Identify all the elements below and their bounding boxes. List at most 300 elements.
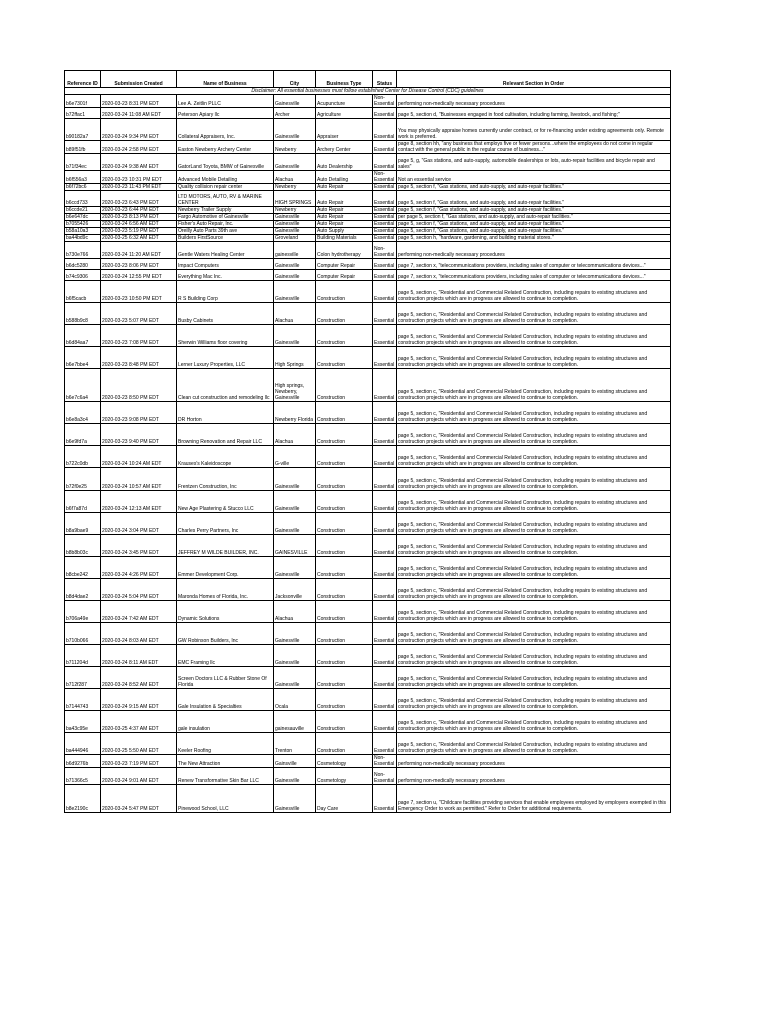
cell-business-type: Construction xyxy=(316,733,373,755)
cell-status: Essential xyxy=(373,214,397,221)
table-row xyxy=(65,95,671,108)
cell-reference-id: b7144743 xyxy=(65,689,101,711)
cell-business-name: Gentle Waters Healing Center xyxy=(177,242,274,259)
cell-city: Gainesville xyxy=(274,221,316,228)
cell-city: Alachua xyxy=(274,302,316,324)
cell-city: Gainesville xyxy=(274,468,316,490)
cell-business-name: Builders FirstSource xyxy=(177,235,274,242)
cell-status: Essential xyxy=(373,512,397,534)
cell-reference-id: b6d9276b xyxy=(65,755,101,768)
cell-relevant-section: page 5, section c, "Residential and Commercial Related Construction, including repairs to existing structures and construction projects which are in progress are allowed to continue to completion. xyxy=(397,490,671,512)
cell-city: Gainesville xyxy=(274,490,316,512)
cell-relevant-section: page 5, section c, "Residential and Commercial Related Construction, including repairs to existing structures and construction projects which are in progress are allowed to continue to completion. xyxy=(397,645,671,667)
cell-status: Essential xyxy=(373,269,397,280)
cell-reference-id: b6f5cacb xyxy=(65,280,101,302)
cell-reference-id: b6e647dc xyxy=(65,214,101,221)
cell-business-name: EMC Framing llc xyxy=(177,645,274,667)
cell-reference-id: b6f556a3 xyxy=(65,170,101,183)
cell-relevant-section: page 5, section c, "Residential and Commercial Related Construction, including repairs to existing structures and construction projects which are in progress are allowed to continue to completion. xyxy=(397,402,671,424)
cell-submission-created: 2020-03-24 9:15 AM EDT xyxy=(101,689,177,711)
cell-relevant-section: page 8, section hh, "any business that employs five or fewer persons...where the employees do not come in regular contact with the general public in the regular course of business..." xyxy=(397,141,671,154)
cell-submission-created: 2020-03-24 6:56 AM EDT xyxy=(101,221,177,228)
cell-business-name: Dynamic Solutions xyxy=(177,600,274,622)
table-row xyxy=(65,623,671,645)
table-row xyxy=(65,347,671,369)
cell-status: Essential xyxy=(373,711,397,733)
cell-business-type: Construction xyxy=(316,347,373,369)
cell-business-name: Renew Transformative Skin Bar LLC xyxy=(177,768,274,785)
cell-reference-id: b6e7bbe4 xyxy=(65,347,101,369)
cell-submission-created: 2020-03-23 7:08 PM EDT xyxy=(101,324,177,346)
cell-business-name: Clean cut construction and remodeling llc xyxy=(177,369,274,402)
cell-relevant-section: You may physically appraise homes currently under contract, or for re-financing under existing agreements only. Remote work is preferred. xyxy=(397,119,671,141)
cell-business-type: Construction xyxy=(316,302,373,324)
table-row xyxy=(65,468,671,490)
cell-business-type: Auto Detailing xyxy=(316,170,373,183)
cell-reference-id: b6e9fd7a xyxy=(65,424,101,446)
table-row xyxy=(65,689,671,711)
cell-relevant-section: performing non-medically necessary procedures xyxy=(397,768,671,785)
cell-submission-created: 2020-03-24 3:45 PM EDT xyxy=(101,534,177,556)
cell-business-name: Keeler Roofing xyxy=(177,733,274,755)
cell-reference-id: b89f51fb xyxy=(65,141,101,154)
table-row xyxy=(65,235,671,242)
cell-relevant-section: page 5, section c, "Residential and Commercial Related Construction, including repairs to existing structures and construction projects which are in progress are allowed to continue to completion. xyxy=(397,534,671,556)
cell-business-type: Archery Center xyxy=(316,141,373,154)
cell-business-type: Construction xyxy=(316,667,373,689)
cell-status: Essential xyxy=(373,154,397,171)
cell-business-type: Auto Repair xyxy=(316,207,373,214)
cell-city: Groveland xyxy=(274,235,316,242)
cell-submission-created: 2020-03-23 8:48 PM EDT xyxy=(101,347,177,369)
cell-business-name: Advanced Mobile Detailing xyxy=(177,170,274,183)
cell-submission-created: 2020-03-25 4:37 AM EDT xyxy=(101,711,177,733)
cell-reference-id: b6f72bc6 xyxy=(65,183,101,190)
cell-submission-created: 2020-03-23 10:31 PM EDT xyxy=(101,170,177,183)
cell-business-type: Construction xyxy=(316,623,373,645)
cell-submission-created: 2020-03-23 6:44 PM EDT xyxy=(101,207,177,214)
cell-submission-created: 2020-03-24 2:58 PM EDT xyxy=(101,141,177,154)
cell-city: Gainesville xyxy=(274,228,316,235)
cell-submission-created: 2020-03-24 12:55 PM EDT xyxy=(101,269,177,280)
cell-business-type: Construction xyxy=(316,369,373,402)
cell-business-type: Auto Repair xyxy=(316,221,373,228)
cell-status: Essential xyxy=(373,667,397,689)
cell-city: Gainsville xyxy=(274,755,316,768)
cell-relevant-section: page 5, section c, "Residential and Commercial Related Construction, including repairs to existing structures and construction projects which are in progress are allowed to continue to completion. xyxy=(397,578,671,600)
cell-relevant-section: page 5, section c, "Residential and Commercial Related Construction, including repairs to existing structures and construction projects which are in progress are allowed to continue to completion. xyxy=(397,512,671,534)
cell-city: Gainesville xyxy=(274,667,316,689)
cell-status: Essential xyxy=(373,578,397,600)
cell-business-name: GW Robinson Builders, Inc xyxy=(177,623,274,645)
cell-status: Essential xyxy=(373,556,397,578)
cell-reference-id: b6ccde21 xyxy=(65,207,101,214)
cell-relevant-section: page 5, section c, "Residential and Commercial Related Construction, including repairs to existing structures and construction projects which are in progress are allowed to continue to completion. xyxy=(397,623,671,645)
table-row xyxy=(65,154,671,171)
cell-business-name: Lee A. Zeitlin PLLC xyxy=(177,95,274,108)
cell-business-name: Easton Newberry Archery Center xyxy=(177,141,274,154)
cell-business-name: JEFFREY M WILDE BUILDER, INC. xyxy=(177,534,274,556)
cell-reference-id: b730e766 xyxy=(65,242,101,259)
cell-relevant-section: per page 5, section f, "Gas stations, and auto-supply, and auto-repair facilities." xyxy=(397,214,671,221)
cell-submission-created: 2020-03-24 8:52 AM EDT xyxy=(101,667,177,689)
cell-city: Gainesville xyxy=(274,214,316,221)
cell-relevant-section: page 5, section c, "Residential and Commercial Related Construction, including repairs to existing structures and construction projects which are in progress are allowed to continue to completion. xyxy=(397,369,671,402)
cell-city: Jacksonville xyxy=(274,578,316,600)
table-row xyxy=(65,258,671,269)
cell-relevant-section: page 5, section c, "Residential and Commercial Related Construction, including repairs to existing structures and construction projects which are in progress are allowed to continue to completion. xyxy=(397,280,671,302)
table-row xyxy=(65,534,671,556)
cell-reference-id: b74c9306 xyxy=(65,269,101,280)
cell-relevant-section: page 5, section f, "Gas stations, and auto-supply, and auto-repair facilities." xyxy=(397,228,671,235)
cell-status: Essential xyxy=(373,446,397,468)
table-row xyxy=(65,108,671,119)
cell-relevant-section: page 5, section c, "Residential and Commercial Related Construction, including repairs to existing structures and construction projects which are in progress are allowed to continue to completion. xyxy=(397,424,671,446)
cell-submission-created: 2020-03-24 4:26 PM EDT xyxy=(101,556,177,578)
cell-submission-created: 2020-03-24 10:24 AM EDT xyxy=(101,446,177,468)
cell-submission-created: 2020-03-23 10:50 PM EDT xyxy=(101,280,177,302)
table-row xyxy=(65,369,671,402)
cell-business-type: Construction xyxy=(316,468,373,490)
cell-reference-id: b6d84aa7 xyxy=(65,324,101,346)
cell-status: Essential xyxy=(373,623,397,645)
cell-relevant-section: performing non-medically necessary procedures xyxy=(397,242,671,259)
cell-status: Essential xyxy=(373,733,397,755)
cell-city: Gainesville xyxy=(274,324,316,346)
cell-business-name: Oreilly Auto Parts 39th ave xyxy=(177,228,274,235)
cell-status: Essential xyxy=(373,302,397,324)
cell-status: Essential xyxy=(373,280,397,302)
cell-reference-id: b712f287 xyxy=(65,667,101,689)
cell-business-name: Peterson Apiary llc xyxy=(177,108,274,119)
cell-business-name: The New Attraction xyxy=(177,755,274,768)
col-header-submission-created: Submission Created xyxy=(101,71,177,88)
col-header-section: Relevant Section in Order xyxy=(397,71,671,88)
cell-reference-id: b58a10a3 xyxy=(65,228,101,235)
cell-status: Essential xyxy=(373,324,397,346)
cell-submission-created: 2020-03-23 6:43 PM EDT xyxy=(101,190,177,207)
cell-relevant-section: performing non-medically necessary procedures xyxy=(397,95,671,108)
cell-business-type: Construction xyxy=(316,711,373,733)
table-row xyxy=(65,221,671,228)
cell-business-name: Krauses's Kaleidoscope xyxy=(177,446,274,468)
cell-status: Essential xyxy=(373,190,397,207)
cell-reference-id: b711204d xyxy=(65,645,101,667)
cell-reference-id: b6e7301f xyxy=(65,95,101,108)
cell-business-type: Auto Repair xyxy=(316,190,373,207)
cell-business-type: Construction xyxy=(316,424,373,446)
cell-business-type: Auto Supply xyxy=(316,228,373,235)
cell-business-name: Collateral Appraisers, Inc. xyxy=(177,119,274,141)
cell-submission-created: 2020-03-24 9:38 AM EDT xyxy=(101,154,177,171)
cell-status: Essential xyxy=(373,119,397,141)
cell-reference-id: b8cbe242 xyxy=(65,556,101,578)
cell-relevant-section: page 5, section c, "Residential and Commercial Related Construction, including repairs to existing structures and construction projects which are in progress are allowed to continue to completion. xyxy=(397,667,671,689)
cell-business-name: Screen Doctors LLC & Rubber Stone Of Florida xyxy=(177,667,274,689)
cell-city: Newberry xyxy=(274,141,316,154)
table-row xyxy=(65,755,671,768)
cell-reference-id: ba444946 xyxy=(65,733,101,755)
cell-relevant-section: page 5, section f, "Gas stations, and auto-supply, and auto-repair facilities." xyxy=(397,221,671,228)
cell-city: HIGH SPRINGS xyxy=(274,190,316,207)
cell-submission-created: 2020-03-23 9:40 PM EDT xyxy=(101,424,177,446)
cell-city: Gainesville xyxy=(274,556,316,578)
cell-status: Essential xyxy=(373,141,397,154)
cell-submission-created: 2020-03-23 8:31 PM EDT xyxy=(101,95,177,108)
cell-relevant-section: page 5, section c, "Residential and Commercial Related Construction, including repairs to existing structures and construction projects which are in progress are allowed to continue to completion. xyxy=(397,556,671,578)
cell-business-type: Acupuncture xyxy=(316,95,373,108)
table-row xyxy=(65,141,671,154)
cell-business-name: Impact Computers xyxy=(177,258,274,269)
header-row xyxy=(65,71,671,88)
cell-city: Gainesville xyxy=(274,645,316,667)
cell-status: Essential xyxy=(373,534,397,556)
cell-reference-id: b72f0e25 xyxy=(65,468,101,490)
cell-city: Alachua xyxy=(274,600,316,622)
cell-submission-created: 2020-03-23 8:13 PM EDT xyxy=(101,214,177,221)
cell-relevant-section: page 5, section c, "Residential and Commercial Related Construction, including repairs to existing structures and construction projects which are in progress are allowed to continue to completion. xyxy=(397,689,671,711)
table-row xyxy=(65,667,671,689)
cell-business-name: Newberry Trailer Supply xyxy=(177,207,274,214)
cell-city: Gainesville xyxy=(274,785,316,813)
cell-business-name: Browning Renovation and Repair LLC xyxy=(177,424,274,446)
cell-business-name: Emmer Development Corp. xyxy=(177,556,274,578)
cell-business-name: gale insulation xyxy=(177,711,274,733)
cell-relevant-section: page 5, section c, "Residential and Commercial Related Construction, including repairs to existing structures and construction projects which are in progress are allowed to continue to completion. xyxy=(397,446,671,468)
cell-relevant-section: page 5, section c, "Residential and Commercial Related Construction, including repairs to existing structures and construction projects which are in progress are allowed to continue to completion. xyxy=(397,733,671,755)
cell-city: High Springs xyxy=(274,347,316,369)
cell-city: Gainesville xyxy=(274,269,316,280)
cell-submission-created: 2020-03-24 8:03 AM EDT xyxy=(101,623,177,645)
cell-submission-created: 2020-03-24 10:57 AM EDT xyxy=(101,468,177,490)
cell-business-name: Gale Insulation & Specialties xyxy=(177,689,274,711)
table-row xyxy=(65,119,671,141)
cell-business-type: Computer Repair xyxy=(316,258,373,269)
cell-city: Newberry xyxy=(274,183,316,190)
table-row xyxy=(65,645,671,667)
cell-city: G-ville xyxy=(274,446,316,468)
cell-submission-created: 2020-03-24 11:08 AM EDT xyxy=(101,108,177,119)
table-row xyxy=(65,324,671,346)
cell-status: Essential xyxy=(373,689,397,711)
cell-business-type: Construction xyxy=(316,556,373,578)
table-row xyxy=(65,302,671,324)
cell-submission-created: 2020-03-24 5:47 PM EDT xyxy=(101,785,177,813)
cell-city: Archer xyxy=(274,108,316,119)
cell-reference-id: b90182a7 xyxy=(65,119,101,141)
cell-relevant-section: page 5, section c, "Residential and Commercial Related Construction, including repairs to existing structures and construction projects which are in progress are allowed to continue to completion. xyxy=(397,324,671,346)
cell-reference-id: b8a9bae9 xyxy=(65,512,101,534)
cell-city: Newberry xyxy=(274,207,316,214)
table-row xyxy=(65,512,671,534)
cell-business-name: Fargo Automotive of Gainesville xyxy=(177,214,274,221)
cell-reference-id: b6dc5280 xyxy=(65,258,101,269)
cell-business-type: Construction xyxy=(316,280,373,302)
cell-city: Gainesville xyxy=(274,623,316,645)
cell-reference-id: b72ffac1 xyxy=(65,108,101,119)
cell-business-type: Auto Repair xyxy=(316,214,373,221)
cell-status: Non-Essential xyxy=(373,768,397,785)
table-row xyxy=(65,228,671,235)
cell-reference-id: ba44bd9c xyxy=(65,235,101,242)
table-row xyxy=(65,785,671,813)
cell-business-type: Construction xyxy=(316,446,373,468)
col-header-status: Status xyxy=(373,71,397,88)
cell-status: Essential xyxy=(373,183,397,190)
cell-reference-id: b6e8a3c4 xyxy=(65,402,101,424)
cell-relevant-section: page 5, section d, "Businesses engaged in food cultivation, including farming, livestock, and fishing;" xyxy=(397,108,671,119)
table-row xyxy=(65,190,671,207)
cell-status: Non-Essential xyxy=(373,95,397,108)
cell-city: Ocala xyxy=(274,689,316,711)
cell-relevant-section: page 5, section c, "Residential and Commercial Related Construction, including repairs to existing structures and construction projects which are in progress are allowed to continue to completion. xyxy=(397,711,671,733)
cell-relevant-section: page 5, section f, "Gas stations, and auto-supply, and auto-repair facilities." xyxy=(397,183,671,190)
cell-city: Trenton xyxy=(274,733,316,755)
cell-reference-id: b8e2190c xyxy=(65,785,101,813)
table-row xyxy=(65,578,671,600)
cell-business-name: Maronda Homes of Florida, Inc. xyxy=(177,578,274,600)
cell-status: Essential xyxy=(373,369,397,402)
cell-status: Non-Essential xyxy=(373,170,397,183)
cell-submission-created: 2020-03-24 3:04 PM EDT xyxy=(101,512,177,534)
cell-business-type: Cosmetology xyxy=(316,755,373,768)
cell-city: Alachua xyxy=(274,170,316,183)
cell-city: Gainesville xyxy=(274,154,316,171)
col-header-reference-id: Reference ID xyxy=(65,71,101,88)
cell-city: Alachua xyxy=(274,424,316,446)
cell-reference-id: b6f7a87d xyxy=(65,490,101,512)
cell-relevant-section: page 5, section h, "hardware, gardening, and building material stores." xyxy=(397,235,671,242)
cell-submission-created: 2020-03-24 7:42 AM EDT xyxy=(101,600,177,622)
cell-business-name: Lerner Luxury Properties, LLC xyxy=(177,347,274,369)
cell-reference-id: b8d4dae2 xyxy=(65,578,101,600)
cell-relevant-section: Not an essential service xyxy=(397,170,671,183)
cell-submission-created: 2020-03-23 11:43 PM EDT xyxy=(101,183,177,190)
table-row xyxy=(65,183,671,190)
table-row xyxy=(65,600,671,622)
table-row xyxy=(65,556,671,578)
col-header-city: City xyxy=(274,71,316,88)
cell-reference-id: b71f34ec xyxy=(65,154,101,171)
essential-business-table xyxy=(64,70,671,813)
cell-business-name: Frentzen Construction, Inc xyxy=(177,468,274,490)
cell-business-type: Construction xyxy=(316,600,373,622)
cell-reference-id: b588b9c8 xyxy=(65,302,101,324)
cell-reference-id: b6ccd733 xyxy=(65,190,101,207)
cell-reference-id: b8b8b03c xyxy=(65,534,101,556)
cell-business-type: Construction xyxy=(316,689,373,711)
cell-relevant-section: page 5, section f, "Gas stations, and auto-supply, and auto-repair facilities." xyxy=(397,190,671,207)
table-row xyxy=(65,711,671,733)
col-header-business-name: Name of Business xyxy=(177,71,274,88)
cell-business-type: Cosmetology xyxy=(316,768,373,785)
cell-status: Non-Essential xyxy=(373,242,397,259)
cell-submission-created: 2020-03-23 7:19 PM EDT xyxy=(101,755,177,768)
cell-relevant-section: page 5, section c, "Residential and Commercial Related Construction, including repairs to existing structures and construction projects which are in progress are allowed to continue to completion. xyxy=(397,347,671,369)
table-row xyxy=(65,424,671,446)
cell-submission-created: 2020-03-24 5:04 PM EDT xyxy=(101,578,177,600)
cell-city: Gainesville xyxy=(274,95,316,108)
cell-reference-id: b71366c5 xyxy=(65,768,101,785)
cell-relevant-section: page 5, g, "Gas stations, and auto-supply, automobile dealerships or lots, auto-repair facilities and bicycle repair and sales" xyxy=(397,154,671,171)
cell-relevant-section: page 7, section x, "telecommunications providers, including sales of computer or telecommunications devices..." xyxy=(397,269,671,280)
cell-business-type: Construction xyxy=(316,490,373,512)
cell-reference-id: b722c0db xyxy=(65,446,101,468)
cell-city: Gainesville xyxy=(274,119,316,141)
col-header-business-type: Business Type xyxy=(316,71,373,88)
cell-business-name: Everything Mac Inc. xyxy=(177,269,274,280)
cell-submission-created: 2020-03-24 12:13 AM EDT xyxy=(101,490,177,512)
table-row xyxy=(65,733,671,755)
table-row xyxy=(65,446,671,468)
cell-submission-created: 2020-03-24 8:11 AM EDT xyxy=(101,645,177,667)
cell-relevant-section: page 5, section c, "Residential and Commercial Related Construction, including repairs to existing structures and construction projects which are in progress are allowed to continue to completion. xyxy=(397,302,671,324)
cell-reference-id: b7055426 xyxy=(65,221,101,228)
cell-city: gainesville xyxy=(274,242,316,259)
cell-city: Gainesville xyxy=(274,512,316,534)
cell-status: Essential xyxy=(373,258,397,269)
cell-submission-created: 2020-03-23 5:19 PM EDT xyxy=(101,228,177,235)
cell-business-type: Construction xyxy=(316,578,373,600)
cell-status: Essential xyxy=(373,207,397,214)
cell-status: Essential xyxy=(373,235,397,242)
cell-city: Gainesville xyxy=(274,258,316,269)
cell-business-type: Auto Dealership xyxy=(316,154,373,171)
disclaimer-text: Disclaimer: All essential businesses must follow established Center for Disease Control (CDC) guidelines xyxy=(65,88,671,95)
cell-relevant-section: page 5, section f, "Gas stations, and auto-supply, and auto-repair facilities." xyxy=(397,207,671,214)
cell-submission-created: 2020-03-25 6:32 AM EDT xyxy=(101,235,177,242)
cell-city: High springs, Newberry, Gainesville xyxy=(274,369,316,402)
cell-city: Gainesville xyxy=(274,280,316,302)
cell-business-type: Building Materials xyxy=(316,235,373,242)
spreadsheet-page xyxy=(64,70,670,813)
cell-relevant-section: page 7, section u, "Childcare facilities providing services that enable employees employed by employers exempted in this Emergency Order to work as permitted." Refer to Order for additional requirements. xyxy=(397,785,671,813)
cell-submission-created: 2020-03-24 9:34 PM EDT xyxy=(101,119,177,141)
cell-submission-created: 2020-03-23 5:07 PM EDT xyxy=(101,302,177,324)
cell-business-name: GatorLand Toyota, BMW of Gainesville xyxy=(177,154,274,171)
cell-business-type: Agriculture xyxy=(316,108,373,119)
cell-business-type: Day Care xyxy=(316,785,373,813)
cell-business-name: Quality collision repair center xyxy=(177,183,274,190)
cell-submission-created: 2020-03-24 9:01 AM EDT xyxy=(101,768,177,785)
cell-relevant-section: page 7, section x, "telecommunications providers, including sales of computer or telecommunications devices..." xyxy=(397,258,671,269)
cell-business-type: Auto Repair xyxy=(316,183,373,190)
cell-business-type: Construction xyxy=(316,645,373,667)
cell-city: gainesauville xyxy=(274,711,316,733)
cell-business-name: Sherwin Williams floor covering xyxy=(177,324,274,346)
cell-relevant-section: page 5, section c, "Residential and Commercial Related Construction, including repairs to existing structures and construction projects which are in progress are allowed to continue to completion. xyxy=(397,600,671,622)
cell-business-name: LTD MOTORS, AUTO, RV & MARINE CENTER xyxy=(177,190,274,207)
table-row xyxy=(65,280,671,302)
table-row xyxy=(65,269,671,280)
cell-business-type: Appraiser xyxy=(316,119,373,141)
cell-status: Essential xyxy=(373,468,397,490)
table-row xyxy=(65,402,671,424)
cell-status: Essential xyxy=(373,490,397,512)
cell-business-name: R S Building Corp xyxy=(177,280,274,302)
cell-status: Essential xyxy=(373,600,397,622)
table-row xyxy=(65,490,671,512)
cell-status: Essential xyxy=(373,402,397,424)
table-row xyxy=(65,768,671,785)
cell-business-name: Pinewood School, LLC xyxy=(177,785,274,813)
cell-status: Non-Essential xyxy=(373,755,397,768)
cell-status: Essential xyxy=(373,785,397,813)
cell-status: Essential xyxy=(373,228,397,235)
cell-relevant-section: performing non-medically necessary procedures xyxy=(397,755,671,768)
table-body xyxy=(65,95,671,813)
cell-business-type: Construction xyxy=(316,324,373,346)
